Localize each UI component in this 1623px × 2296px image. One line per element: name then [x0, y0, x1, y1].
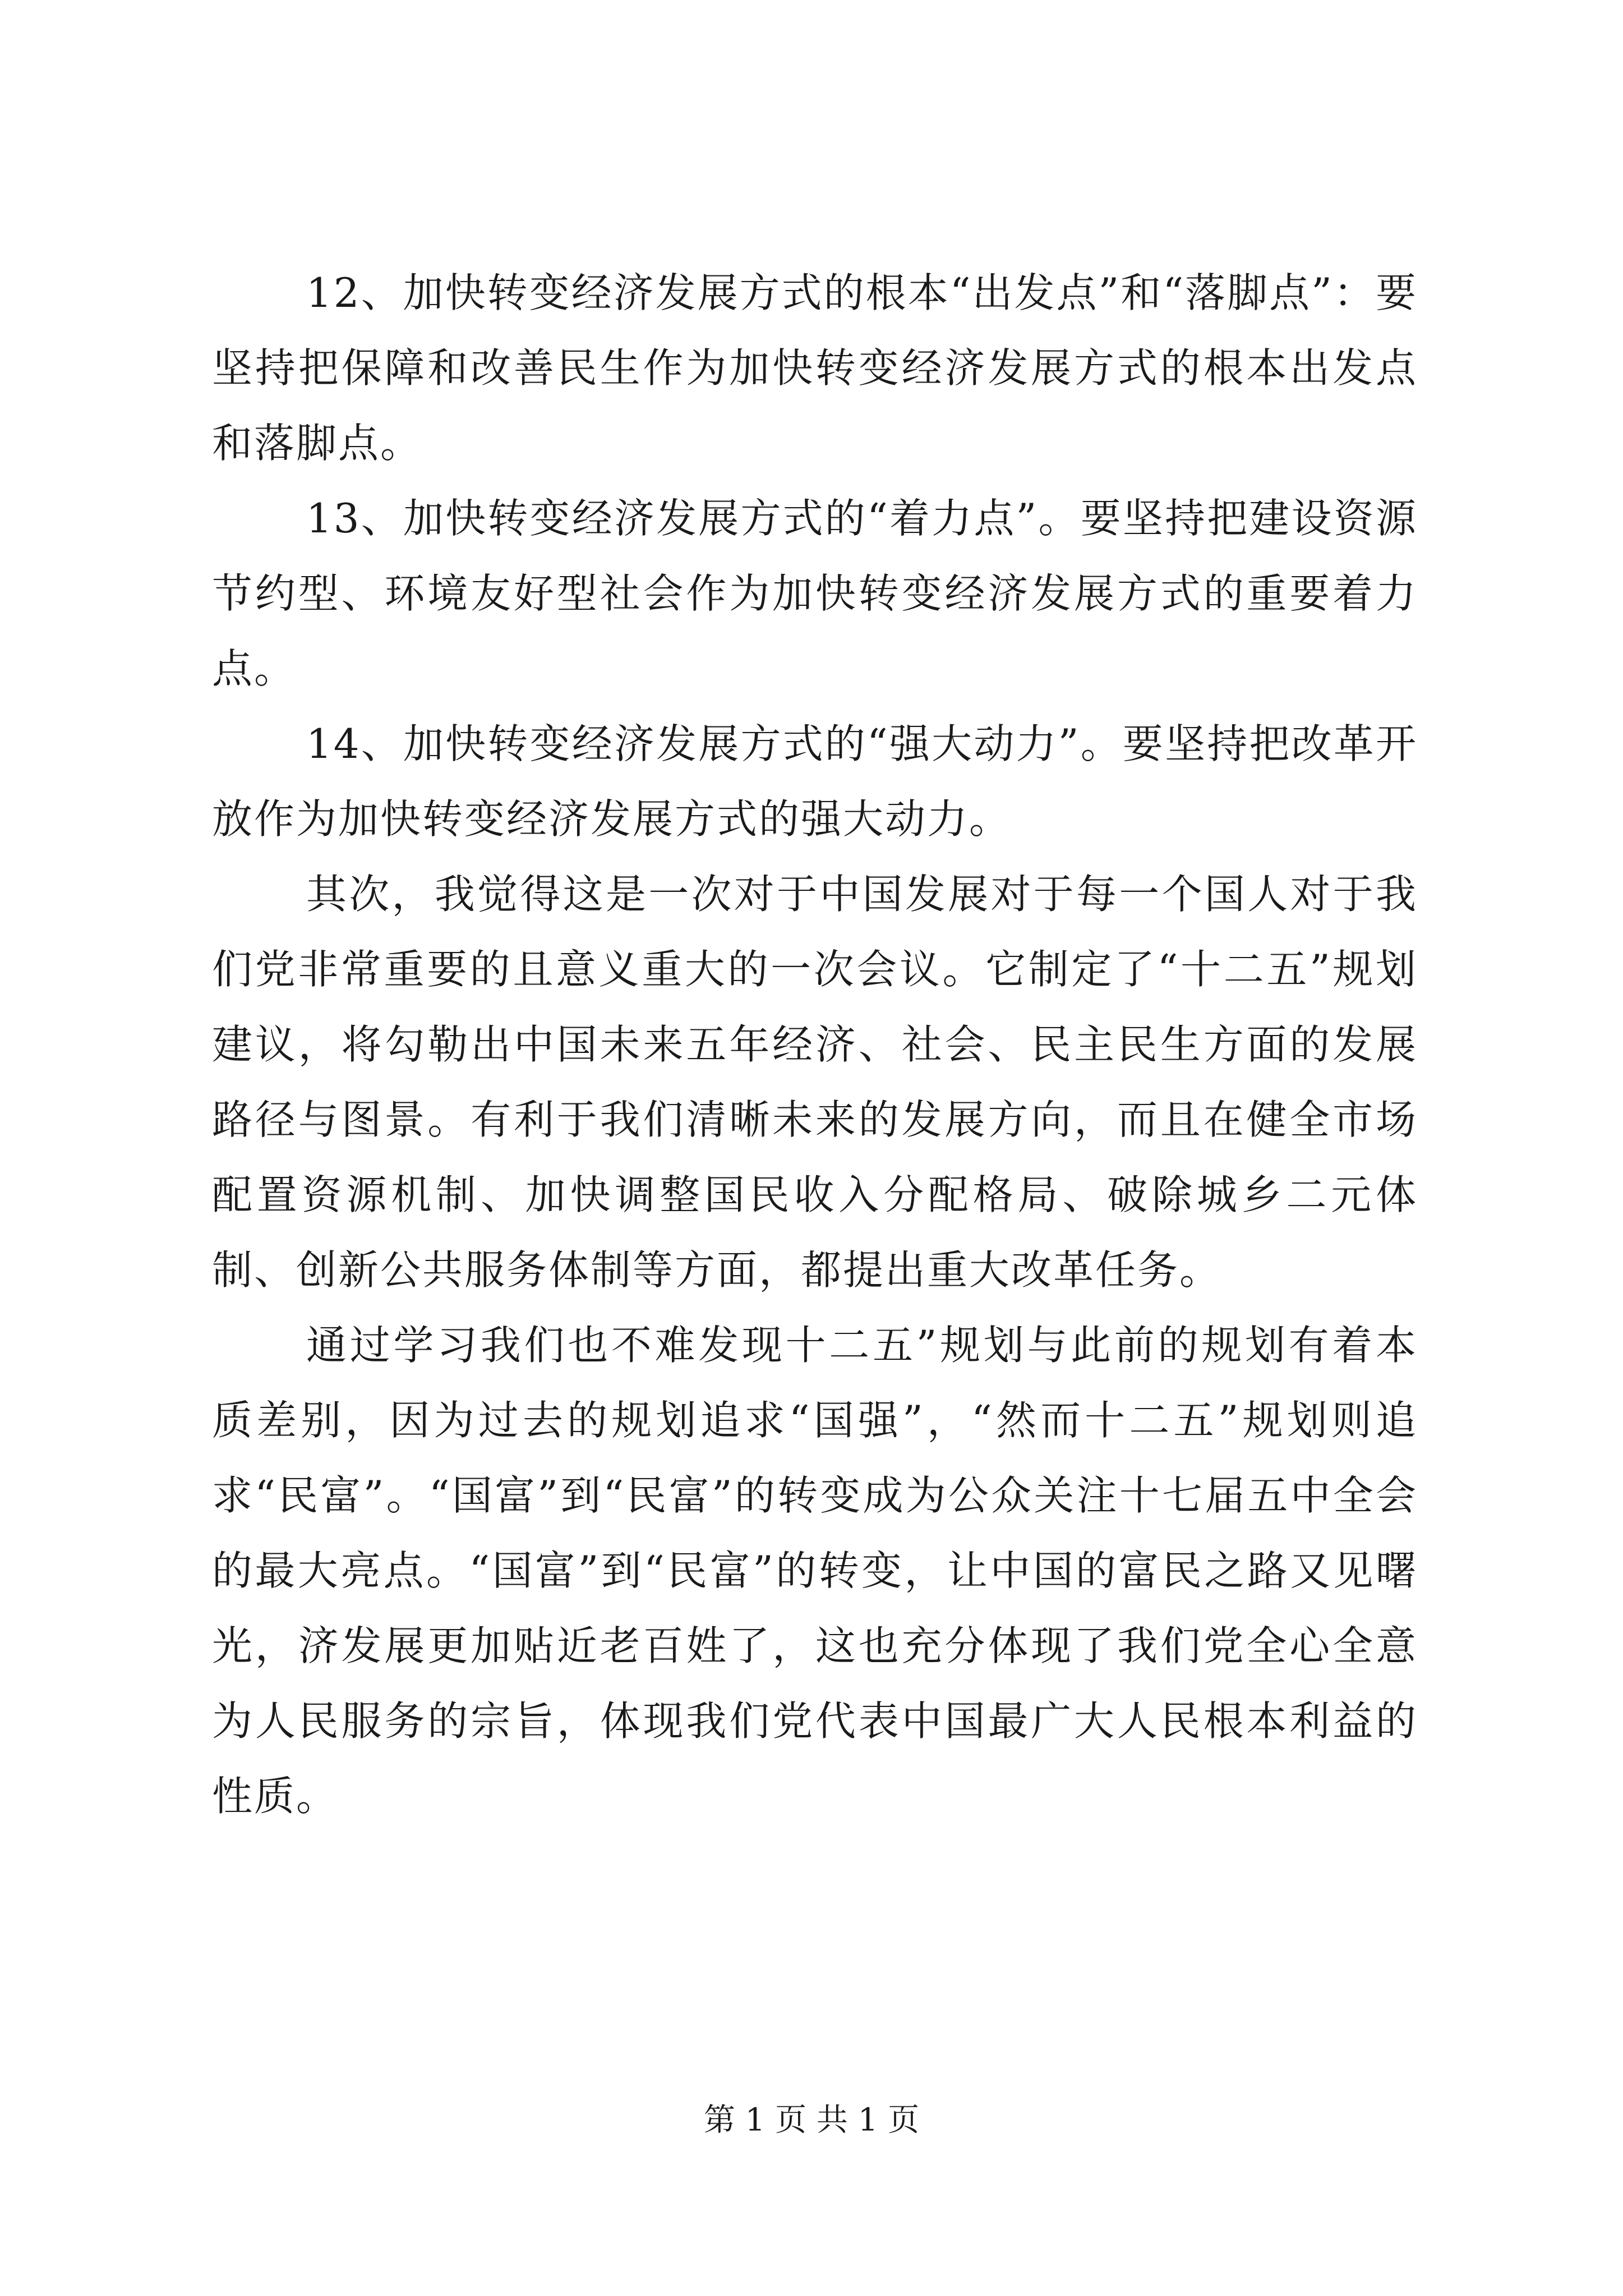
page-footer: 第 1 页 共 1 页 [703, 2102, 920, 2138]
paragraph-13: 13、加快转变经济发展方式的“着力点”。要坚持把建设资源节约型、环境友好型社会作为加快转变经济发展方式的重要着力点。 [212, 495, 1418, 692]
paragraph-secondly: 其次，我觉得这是一次对于中国发展对于每一个国人对于我们党非常重要的且意义重大的一次会议。它制定了“十二五”规划建议，将勾勒出中国未来五年经济、社会、民主民生方面的发展路径与图景。有利于我们清晰未来的发展方向，而且在健全市场配置资源机制、加快调整国民收入分配格局、破除城乡二元体制、创新公共服务体制等方面，都提出重大改革任务。 [212, 871, 1418, 1294]
document-body [212, 255, 1418, 1834]
paragraph-14: 14、加快转变经济发展方式的“强大动力”。要坚持把改革开放作为加快转变经济发展方式的强大动力。 [212, 720, 1418, 843]
paragraph-study: 通过学习我们也不难发现十二五”规划与此前的规划有着本质差别，因为过去的规划追求“国强”，“然而十二五”规划则追求“民富”。“国富”到“民富”的转变成为公众关注十七届五中全会的最大亮点。“国富”到“民富”的转变，让中国的富民之路又见曙光，济发展更加贴近老百姓了，这也充分体现了我们党全心全意为人民服务的宗旨，体现我们党代表中国最广大人民根本利益的性质。 [212, 1322, 1418, 1820]
paragraph-12: 12、加快转变经济发展方式的根本“出发点”和“落脚点”：要坚持把保障和改善民生作为加快转变经济发展方式的根本出发点和落脚点。 [212, 269, 1418, 467]
